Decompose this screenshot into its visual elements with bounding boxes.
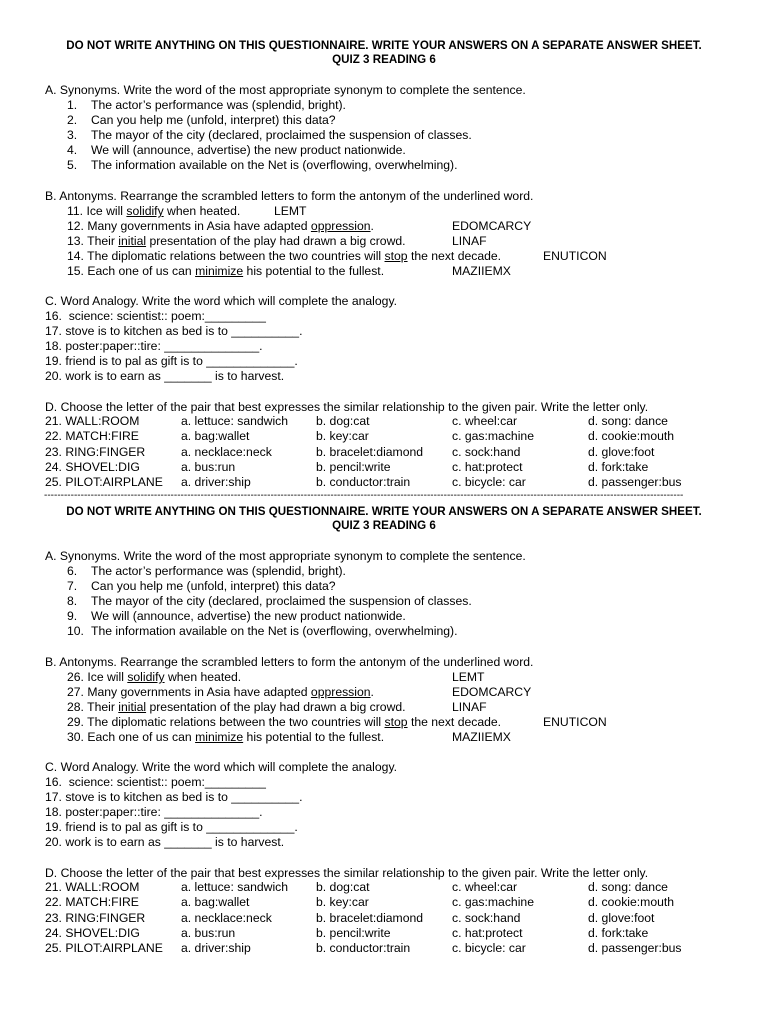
list-item-number: 27. [67,685,84,699]
choice-c: c. wheel:car [452,880,518,894]
list-item: We will (announce, advertise) the new product nationwide. [91,143,406,157]
list-item: 17. stove is to kitchen as bed is to __________. [45,790,303,804]
choice-b: b. pencil:write [316,460,391,474]
sentence-text: The diplomatic relations between the two countries will [87,249,385,263]
sentence-text: Many governments in Asia have adapted [87,685,311,699]
list-item: The mayor of the city (declared, proclaimed the suspension of classes. [91,128,472,142]
list-item: 17. stove is to kitchen as bed is to __________. [45,324,303,338]
sentence-text: his potential to the fullest. [243,730,385,744]
list-item: 18. poster:paper::tire: ______________. [45,805,263,819]
section-d-title: D. Choose the letter of the pair that best expresses the similar relationship to the given pair. Write the letter only. [45,400,649,414]
cut-line-separator: ------------------------------------------------------------------------------------------------------------------------------------------------------------------------------------------------ [44,491,684,501]
section-a-title: A. Synonyms. Write the word of the most appropriate synonym to complete the sentence. [45,83,526,97]
underlined-word: minimize [195,730,244,744]
choice-c: c. gas:machine [452,895,534,909]
choice-b: b. key:car [316,895,369,909]
list-item: Can you help me (unfold, interpret) this data? [91,579,336,593]
choice-a: a. bag:wallet [181,429,250,443]
sentence-text: presentation of the play had drawn a big crowd. [146,700,406,714]
question-pair: 21. WALL:ROOM [45,880,140,894]
list-item: 20. work is to earn as _______ is to harvest. [45,835,285,849]
sentence-text: . [370,219,374,233]
question-pair: 22. MATCH:FIRE [45,895,139,909]
instruction-header: DO NOT WRITE ANYTHING ON THIS QUESTIONNAIRE. WRITE YOUR ANSWERS ON A SEPARATE ANSWER SHEET. [66,39,702,52]
section-b-title: B. Antonyms. Rearrange the scrambled letters to form the antonym of the underlined word. [45,189,534,203]
sentence-text: Each one of us can [87,264,196,278]
list-item-number: 6. [67,564,78,578]
underlined-word: initial [118,700,147,714]
sentence-text: his potential to the fullest. [243,264,385,278]
choice-c: c. hat:protect [452,926,523,940]
choice-b: b. conductor:train [316,941,411,955]
underlined-word: minimize [195,264,244,278]
sentence-text: presentation of the play had drawn a big crowd. [146,234,406,248]
list-item [67,700,406,714]
list-item: 16. science: scientist:: poem:_________ [45,309,266,323]
scrambled-word: EDOMCARCY [452,685,532,699]
choice-c: c. hat:protect [452,460,523,474]
list-item-number: 11. [67,204,84,218]
sentence-text: when heated. [164,670,242,684]
list-item-number: 5. [67,158,78,172]
choice-c: c. bicycle: car [452,941,526,955]
choice-b: b. key:car [316,429,369,443]
list-item [67,670,241,684]
list-item: The information available on the Net is (overflowing, overwhelming). [91,158,458,172]
question-pair: 24. SHOVEL:DIG [45,926,140,940]
list-item: 19. friend is to pal as gift is to _____________. [45,820,298,834]
choice-b: b. dog:cat [316,880,370,894]
choice-d: d. cookie:mouth [588,895,675,909]
choice-a: a. driver:ship [181,941,251,955]
list-item: The actor’s performance was (splendid, bright). [91,564,346,578]
list-item-number: 2. [67,113,78,127]
choice-d: d. fork:take [588,460,649,474]
choice-c: c. gas:machine [452,429,534,443]
list-item: 18. poster:paper::tire: ______________. [45,339,263,353]
list-item-number: 7. [67,579,78,593]
question-pair: 22. MATCH:FIRE [45,429,139,443]
underlined-word: stop [384,249,408,263]
underlined-word: stop [384,715,408,729]
list-item [67,730,384,744]
list-item-number: 29. [67,715,84,729]
scrambled-word: LINAF [452,700,487,714]
list-item-number: 26. [67,670,84,684]
scrambled-word: LEMT [274,204,307,218]
list-item-number: 15. [67,264,84,278]
quiz-title: QUIZ 3 READING 6 [332,53,436,66]
choice-d: d. glove:foot [588,911,655,925]
list-item: The information available on the Net is (overflowing, overwhelming). [91,624,458,638]
choice-d: d. song: dance [588,880,668,894]
sentence-text: when heated. [163,204,241,218]
list-item-number: 8. [67,594,78,608]
question-pair: 24. SHOVEL:DIG [45,460,140,474]
scrambled-word: MAZIIEMX [452,264,511,278]
choice-a: a. lettuce: sandwich [181,414,289,428]
sentence-text: Their [87,700,119,714]
sentence-text: the next decade. [407,249,502,263]
choice-b: b. dog:cat [316,414,370,428]
underlined-word: solidify [126,204,164,218]
choice-d: d. fork:take [588,926,649,940]
list-item-number: 9. [67,609,78,623]
list-item [67,234,406,248]
section-c-title: C. Word Analogy. Write the word which will complete the analogy. [45,294,398,308]
list-item: 19. friend is to pal as gift is to _____________. [45,354,298,368]
choice-c: c. wheel:car [452,414,518,428]
choice-c: c. bicycle: car [452,475,526,489]
choice-d: d. song: dance [588,414,668,428]
underlined-word: oppression [310,685,371,699]
list-item-number: 30. [67,730,84,744]
quiz-title: QUIZ 3 READING 6 [332,519,436,532]
list-item: The actor’s performance was (splendid, bright). [91,98,346,112]
list-item [67,249,501,263]
list-item: Can you help me (unfold, interpret) this data? [91,113,336,127]
section-d-title: D. Choose the letter of the pair that best expresses the similar relationship to the given pair. Write the letter only. [45,866,649,880]
list-item: We will (announce, advertise) the new product nationwide. [91,609,406,623]
list-item-number: 3. [67,128,78,142]
choice-b: b. bracelet:diamond [316,445,424,459]
choice-a: a. necklace:neck [181,445,272,459]
list-item-number: 1. [67,98,78,112]
section-c-title: C. Word Analogy. Write the word which will complete the analogy. [45,760,398,774]
list-item [67,204,240,218]
choice-b: b. bracelet:diamond [316,911,424,925]
choice-a: a. lettuce: sandwich [181,880,289,894]
sentence-text: Many governments in Asia have adapted [87,219,311,233]
question-pair: 23. RING:FINGER [45,911,146,925]
choice-d: d. glove:foot [588,445,655,459]
list-item [67,715,501,729]
sentence-text: Each one of us can [87,730,196,744]
choice-b: b. conductor:train [316,475,411,489]
choice-a: a. bus:run [181,926,236,940]
list-item: 20. work is to earn as _______ is to harvest. [45,369,285,383]
list-item-number: 14. [67,249,84,263]
underlined-word: solidify [127,670,165,684]
choice-d: d. passenger:bus [588,475,682,489]
list-item-number: 4. [67,143,78,157]
scrambled-word: LINAF [452,234,487,248]
sentence-text: Their [87,234,119,248]
scrambled-word: MAZIIEMX [452,730,511,744]
choice-a: a. driver:ship [181,475,251,489]
underlined-word: oppression [310,219,371,233]
list-item [67,264,384,278]
list-item [67,685,374,699]
underlined-word: initial [118,234,147,248]
question-pair: 25. PILOT:AIRPLANE [45,941,163,955]
list-item: 16. science: scientist:: poem:_________ [45,775,266,789]
list-item-number: 12. [67,219,84,233]
instruction-header: DO NOT WRITE ANYTHING ON THIS QUESTIONNAIRE. WRITE YOUR ANSWERS ON A SEPARATE ANSWER SHEET. [66,505,702,518]
scrambled-word: ENUTICON [543,249,607,263]
sentence-text: Ice will [86,204,127,218]
choice-c: c. sock:hand [452,911,521,925]
choice-a: a. necklace:neck [181,911,272,925]
list-item: The mayor of the city (declared, proclaimed the suspension of classes. [91,594,472,608]
list-item [67,219,374,233]
list-item-number: 13. [67,234,84,248]
choice-d: d. cookie:mouth [588,429,675,443]
section-a-title: A. Synonyms. Write the word of the most appropriate synonym to complete the sentence. [45,549,526,563]
choice-c: c. sock:hand [452,445,521,459]
choice-b: b. pencil:write [316,926,391,940]
scrambled-word: LEMT [452,670,485,684]
choice-d: d. passenger:bus [588,941,682,955]
choice-a: a. bag:wallet [181,895,250,909]
list-item-number: 28. [67,700,84,714]
sentence-text: the next decade. [407,715,502,729]
sentence-text: The diplomatic relations between the two countries will [87,715,385,729]
scrambled-word: ENUTICON [543,715,607,729]
choice-a: a. bus:run [181,460,236,474]
question-pair: 23. RING:FINGER [45,445,146,459]
question-pair: 21. WALL:ROOM [45,414,140,428]
list-item-number: 10. [67,624,84,638]
section-b-title: B. Antonyms. Rearrange the scrambled letters to form the antonym of the underlined word. [45,655,534,669]
sentence-text: . [370,685,374,699]
sentence-text: Ice will [87,670,128,684]
question-pair: 25. PILOT:AIRPLANE [45,475,163,489]
scrambled-word: EDOMCARCY [452,219,532,233]
